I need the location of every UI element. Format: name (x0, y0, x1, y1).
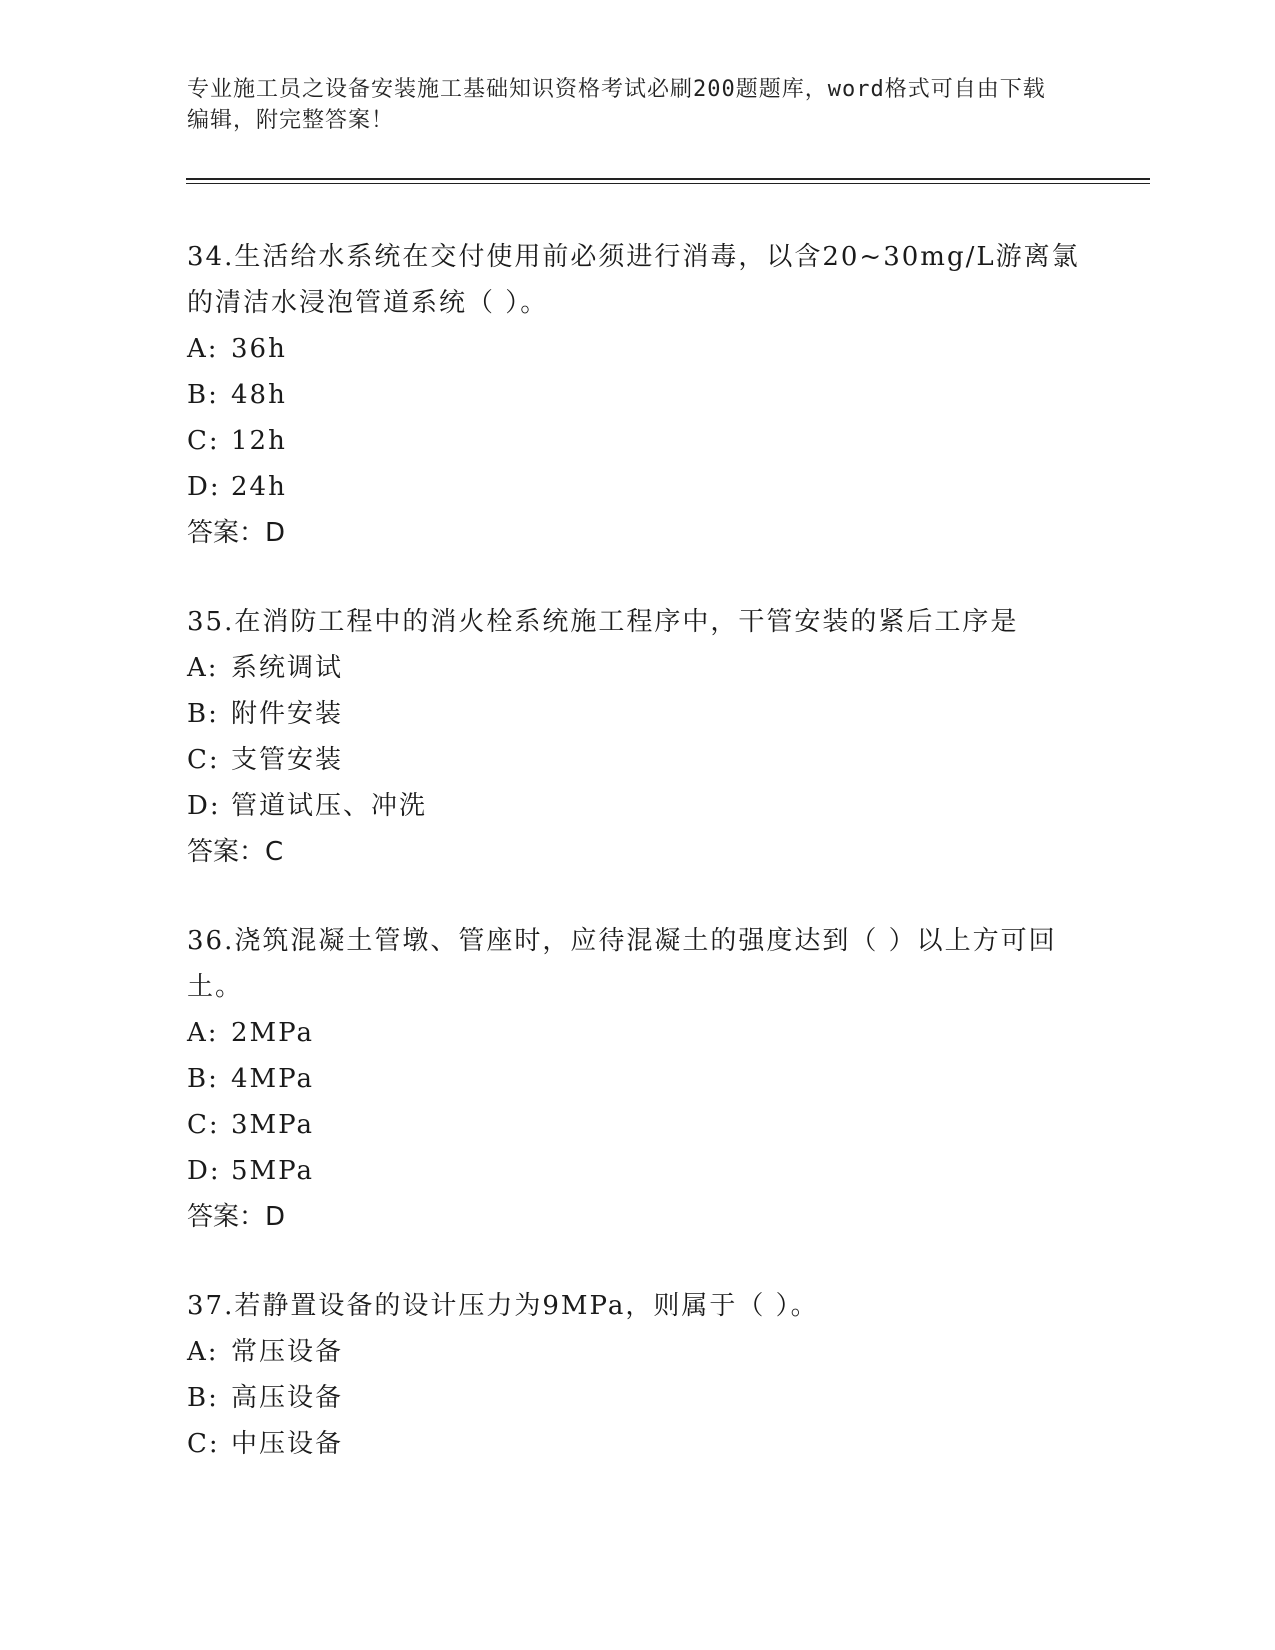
answer-label: 答案：D (187, 518, 286, 548)
option-a (187, 645, 1087, 691)
option-text: 24h (231, 472, 287, 502)
option-text: 管道试压、冲洗 (231, 791, 428, 821)
option-text: 4MPa (231, 1064, 314, 1094)
option-text: 系统调试 (231, 653, 344, 683)
option-d (187, 1148, 1087, 1194)
option-c (187, 1421, 1087, 1467)
option-letter: B: (187, 1064, 219, 1094)
option-letter: B: (187, 1383, 219, 1413)
answer-label: 答案：C (187, 837, 284, 867)
option-text: 3MPa (231, 1110, 314, 1140)
answer-label: 答案：D (187, 1202, 286, 1232)
document-header: 专业施工员之设备安装施工基础知识资格考试必刷200题题库，word格式可自由下载编辑，附完整答案！ (187, 77, 1046, 133)
option-letter: C: (187, 1429, 220, 1459)
option-c (187, 1102, 1087, 1148)
option-text: 常压设备 (231, 1337, 344, 1367)
option-d (187, 783, 1087, 829)
option-text: 高压设备 (231, 1383, 344, 1413)
option-text: 12h (231, 426, 287, 456)
option-text: 附件安装 (231, 699, 344, 729)
option-letter: D: (187, 791, 221, 821)
question-stem: 37.若静置设备的设计压力为9MPa，则属于（ ）。 (187, 1291, 819, 1321)
option-a (187, 1010, 1087, 1056)
option-letter: A: (187, 1018, 219, 1048)
option-letter: A: (187, 334, 219, 364)
option-letter: C: (187, 745, 220, 775)
option-letter: C: (187, 426, 220, 456)
question-stem: 36.浇筑混凝土管墩、管座时，应待混凝土的强度达到（ ）以上方可回土。 (187, 926, 1057, 1002)
option-b (187, 691, 1087, 737)
option-text: 中压设备 (231, 1429, 344, 1459)
question-37 (187, 1283, 1087, 1467)
option-text: 5MPa (231, 1156, 314, 1186)
header-divider-thick (186, 178, 1150, 180)
option-letter: C: (187, 1110, 220, 1140)
option-c (187, 418, 1087, 464)
question-list (187, 234, 1087, 1510)
question-34 (187, 234, 1087, 556)
option-text: 48h (231, 380, 287, 410)
option-text: 支管安装 (231, 745, 344, 775)
option-letter: A: (187, 653, 219, 683)
option-text: 36h (231, 334, 287, 364)
option-letter: B: (187, 380, 219, 410)
question-36 (187, 918, 1087, 1240)
option-d (187, 464, 1087, 510)
header-divider-thin (186, 183, 1150, 184)
question-stem: 34.生活给水系统在交付使用前必须进行消毒，以含20~30mg/L游离氯的清洁水浸泡管道系统（ ）。 (187, 242, 1080, 318)
option-a (187, 1329, 1087, 1375)
question-35 (187, 599, 1087, 875)
option-letter: D: (187, 472, 221, 502)
option-text: 2MPa (231, 1018, 314, 1048)
option-letter: D: (187, 1156, 221, 1186)
option-b (187, 1056, 1087, 1102)
option-c (187, 737, 1087, 783)
option-letter: A: (187, 1337, 219, 1367)
option-a (187, 326, 1087, 372)
option-b (187, 372, 1087, 418)
option-letter: B: (187, 699, 219, 729)
option-b (187, 1375, 1087, 1421)
question-stem: 35.在消防工程中的消火栓系统施工程序中，干管安装的紧后工序是 (187, 607, 1019, 637)
